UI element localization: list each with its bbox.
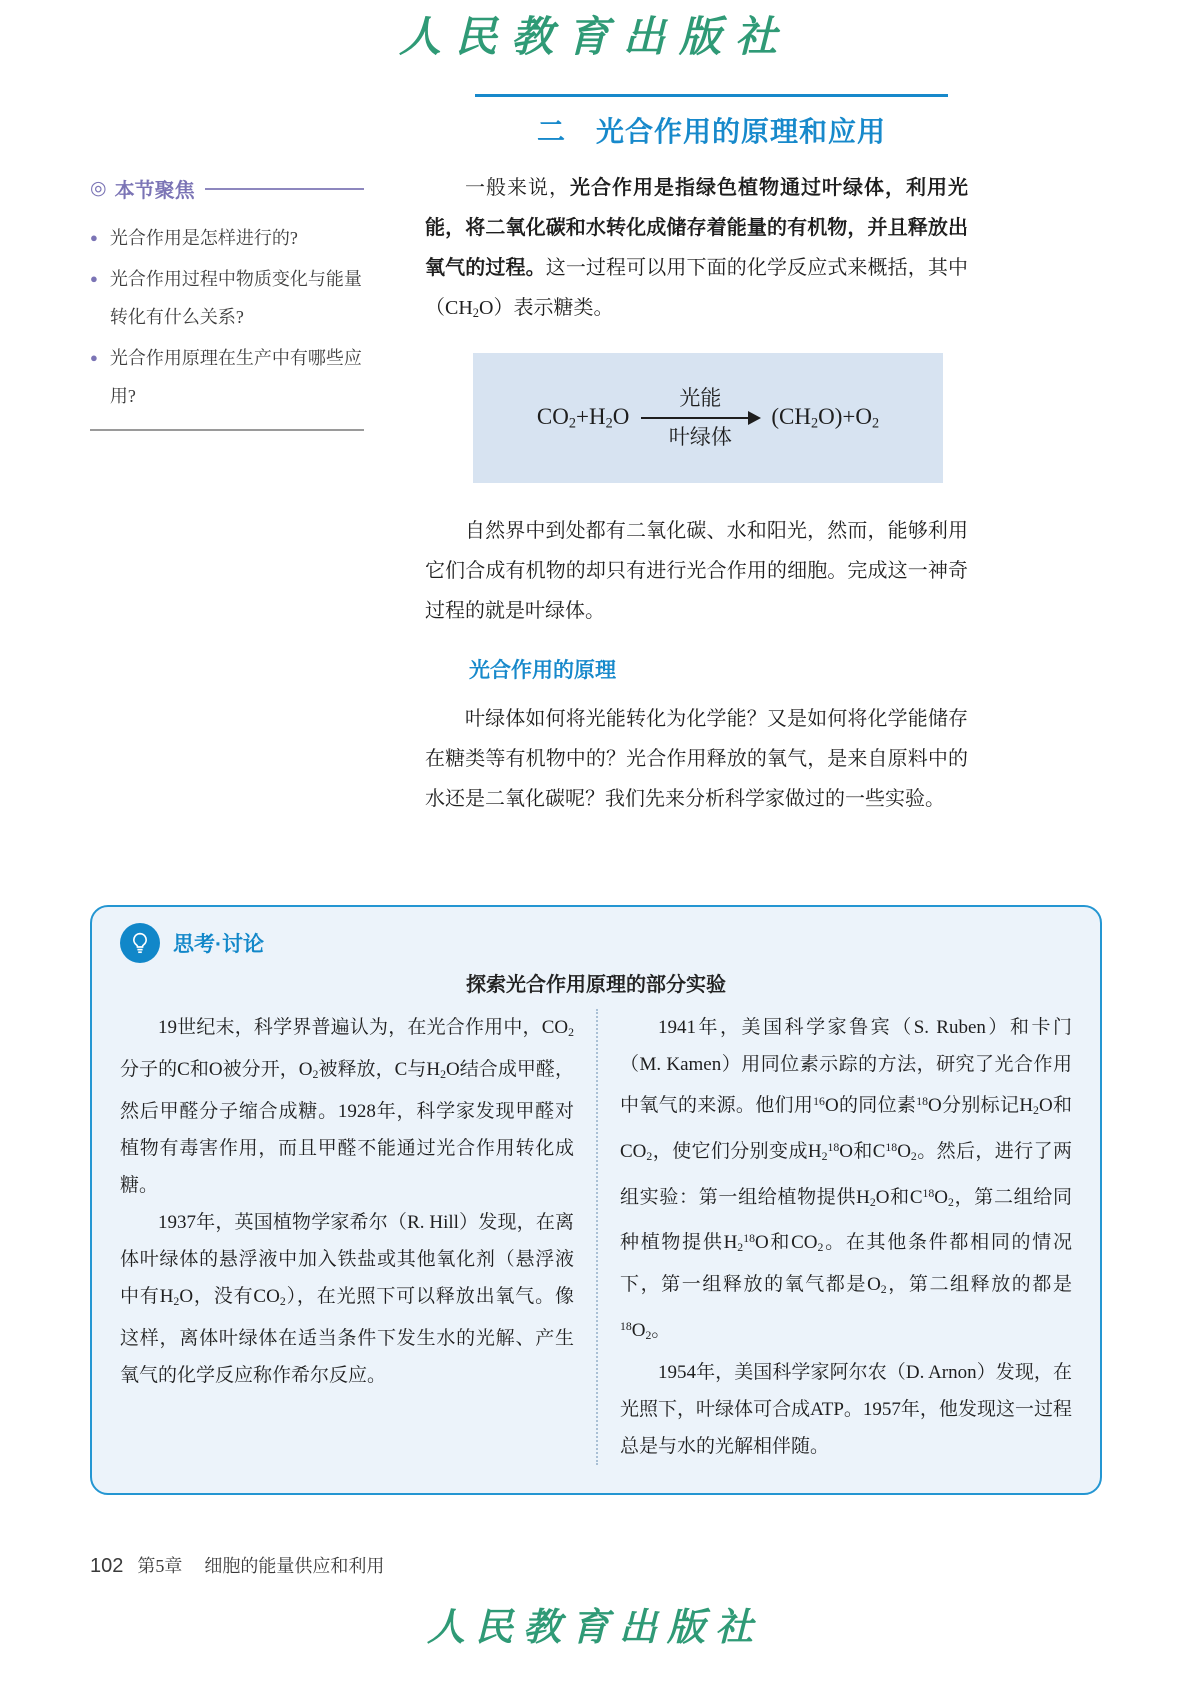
lightbulb-icon [120, 923, 160, 963]
history-paragraph-1: 19世纪末，科学界普遍认为，在光合作用中，$CO_2$分子的C和O被分开，$O_2$被释放，C与$H_2O$结合成甲醛，然后甲醛分子缩合成糖。1928年，科学家发现甲醛对植物有毒害作用，而且甲醛不能通过光合作用转化成糖。 [120, 1017, 574, 1196]
chapter-label: 第5章 [137, 1556, 183, 1576]
nature-paragraph: 自然界中到处都有二氧化碳、水和阳光，然而，能够利用它们合成有机物的却只有进行光合作用的细胞。完成这一神奇过程的就是叶绿体。 [425, 520, 968, 623]
think-box-left-column [120, 1009, 596, 1465]
focus-question-item [90, 339, 364, 415]
definition-bold-text: 光合作用是指绿色植物通过叶绿体，利用光能，将二氧化碳和水转化成储存着能量的有机物，并且释放出氧气的过程。 [425, 177, 968, 279]
focus-panel-header [90, 174, 364, 203]
equation-products: $(CH_2O)+O_2$ [771, 404, 880, 432]
history-paragraph-2: 1937年，英国植物学家希尔（R. Hill）发现，在离体叶绿体的悬浮液中加入铁盐或其他氧化剂（悬浮液中有$H_2O$，没有$CO_2$），在光照下可以释放出氧气。像这样，离体叶绿体在适当条件下发生水的光解、产生氧气的化学反应称作希尔反应。 [120, 1211, 574, 1386]
intro-lead: 一般来说， [465, 177, 570, 199]
focus-question-text: 光合作用是怎样进行的? [109, 228, 298, 248]
equation-condition-chloroplast: 叶绿体 [668, 425, 732, 450]
think-discuss-box [90, 905, 1102, 1495]
think-box-header [120, 923, 1072, 963]
section-title: 光合作用的原理和应用 [596, 116, 887, 147]
intro-paragraph [425, 168, 968, 333]
target-circle-icon: ◎ [90, 178, 107, 199]
history-paragraph-3: 1941年，美国科学家鲁宾（S. Ruben）和卡门（M. Kamen）用同位素示踪的方法，研究了光合作用中氧气的来源。他们用$^{16}$O的同位素$^{18}$O分别标记$H_2O$和$CO_2$，使它们分别变成$H_2^{18}O$和$C^{18}O_2$。然后，进行了两组实验：第一组给植物提供$H_2O$和$C^{18}O_2$，第二组给同种植物提供$H_2^{18}O$和$CO_2$。在其他条件都相同的情况下，第一组释放的氧气都是$O_2$，第二组释放的都是$^{18}O_2$。 [620, 1017, 1072, 1342]
think-discuss-label: 思考·讨论 [173, 933, 264, 956]
equation-box [473, 353, 943, 483]
intro-rest: 这一过程可以用下面的化学反应式来概括，其中$(CH_2O)$表示糖类。 [425, 257, 969, 321]
focus-question-text: 光合作用过程中物质变化与能量转化有什么关系? [109, 269, 362, 327]
focus-question-list [90, 219, 364, 415]
questions-paragraph: 叶绿体如何将光能转化为化学能？又是如何将化学能储存在糖类等有机物中的？光合作用释放的氧气，是来自原料中的水还是二氧化碳呢？我们先来分析科学家做过的一些实验。 [425, 708, 968, 811]
focus-bottom-divider [90, 429, 364, 431]
section-header [475, 94, 948, 150]
focus-panel [90, 174, 364, 431]
history-paragraph-4: 1954年，美国科学家阿尔农（D. Arnon）发现，在光照下，叶绿体可合成ATP。1957年，他发现这一过程总是与水的光解相伴随。 [620, 1362, 1072, 1457]
main-text-column [425, 168, 968, 819]
bullet-icon: ● [90, 230, 98, 245]
focus-question-item [90, 260, 364, 336]
focus-panel-title: 本节聚焦 [114, 180, 195, 202]
section-number: 二 [536, 116, 566, 147]
page-number: 102 [90, 1555, 124, 1577]
bullet-icon: ● [90, 350, 98, 365]
bullet-icon: ● [90, 271, 98, 286]
chapter-title: 细胞的能量供应和利用 [204, 1556, 385, 1576]
focus-header-rule [205, 188, 364, 190]
equation-reactants: $CO_2+H_2O$ [536, 404, 630, 432]
photosynthesis-equation [537, 386, 879, 450]
publisher-logo: 人民教育出版社 [398, 12, 791, 61]
think-box-columns [120, 1009, 1072, 1465]
focus-question-text: 光合作用原理在生产中有哪些应用? [109, 348, 362, 406]
equation-arrow-group [641, 386, 759, 450]
focus-question-item [90, 219, 364, 257]
principle-heading: 光合作用的原理 [469, 659, 616, 683]
experiment-title: 探索光合作用原理的部分实验 [466, 974, 726, 996]
page-footer [90, 1552, 384, 1578]
equation-condition-light: 光能 [679, 385, 722, 410]
right-arrow-icon [641, 417, 759, 419]
think-box-right-column [596, 1009, 1072, 1465]
publisher-logo-bottom: 人民教育出版社 [426, 1604, 763, 1649]
